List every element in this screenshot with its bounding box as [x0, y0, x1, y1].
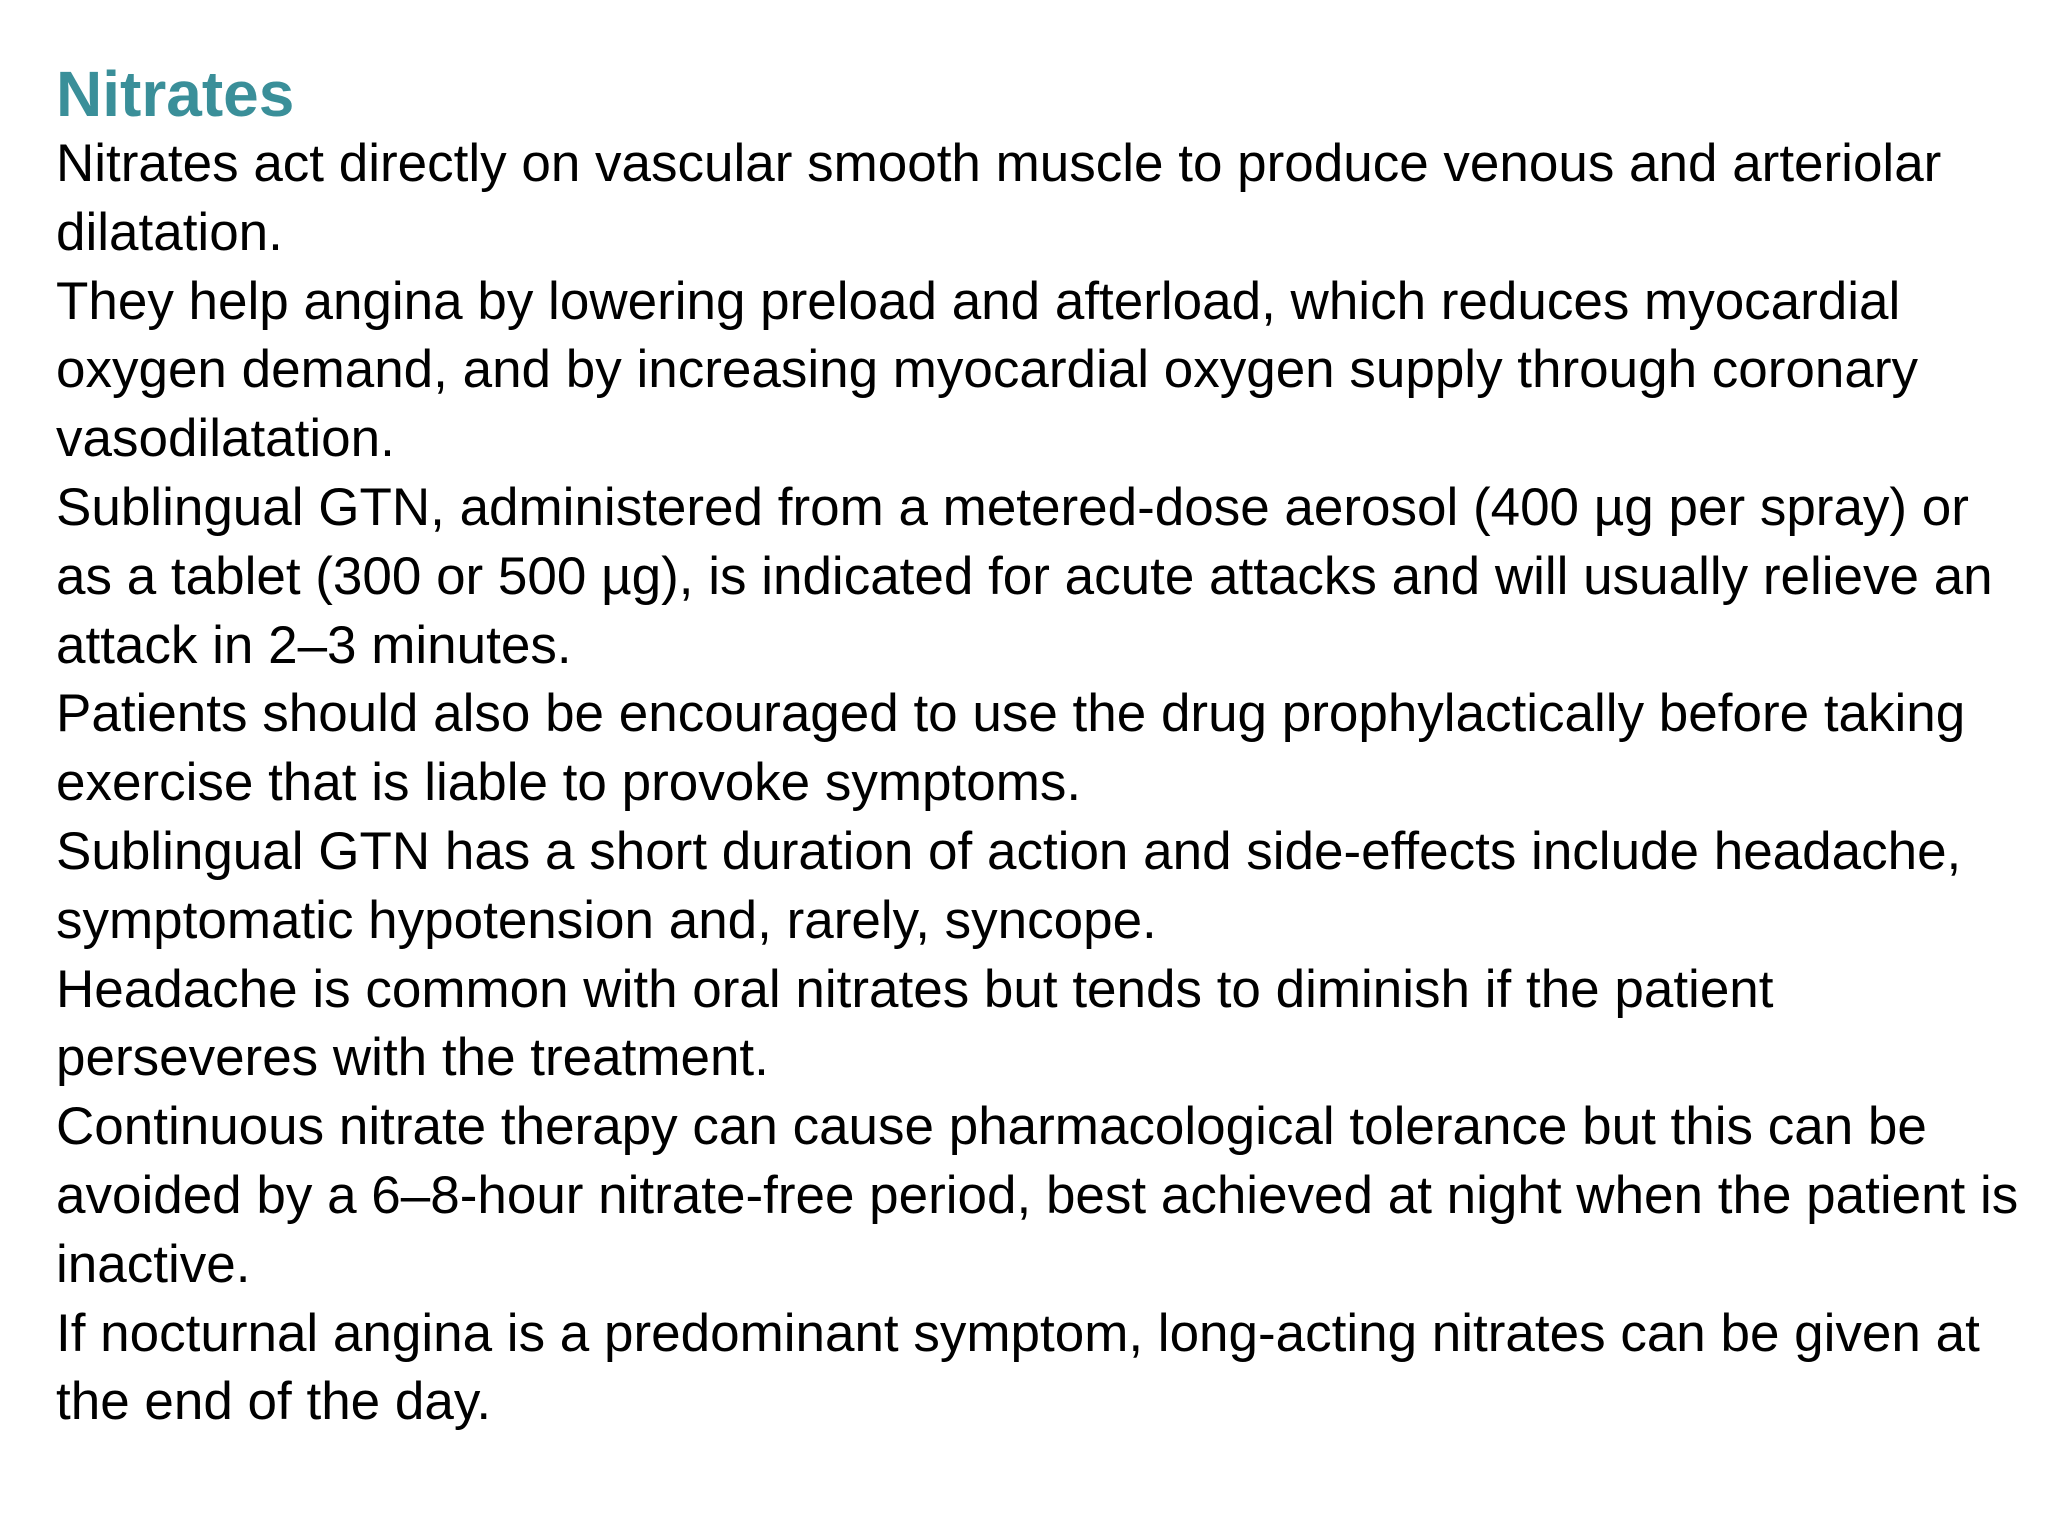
- paragraph-nocturnal-angina: If nocturnal angina is a predominant symptom, long-acting nitrates can be given at the end of the day.: [56, 1303, 1980, 1432]
- paragraph-mechanism: Nitrates act directly on vascular smooth muscle to produce venous and arteriolar dilatation.: [56, 134, 1942, 262]
- paragraph-tolerance: Continuous nitrate therapy can cause pharmacological tolerance but this can be avoided by a 6–8-hour nitrate-free period, best achieved at night when the patient is inactive.: [56, 1097, 2019, 1294]
- slide-title: Nitrates: [56, 58, 295, 130]
- paragraph-sublingual-gtn-dosing: Sublingual GTN, administered from a metered-dose aerosol (400 µg per spray) or as a tablet (300 or 500 µg), is indicated for acute attacks and will usually relieve an attack in 2–3 minutes.: [56, 477, 1993, 675]
- paragraph-prophylaxis: Patients should also be encouraged to use the drug prophylactically before taking exercise that is liable to provoke symptoms.: [56, 684, 1966, 813]
- slide-body: [56, 130, 2026, 1437]
- slide: [56, 58, 2026, 1437]
- paragraph-side-effects: Sublingual GTN has a short duration of action and side-effects include headache, symptomatic hypotension and, rarely, syncope.: [56, 821, 1962, 950]
- paragraph-headache: Headache is common with oral nitrates but tends to diminish if the patient perseveres with the treatment.: [56, 959, 1774, 1088]
- paragraph-angina-benefit: They help angina by lowering preload and afterload, which reduces myocardial oxygen demand, and by increasing myocardial oxygen supply through coronary vasodilatation.: [56, 271, 1918, 469]
